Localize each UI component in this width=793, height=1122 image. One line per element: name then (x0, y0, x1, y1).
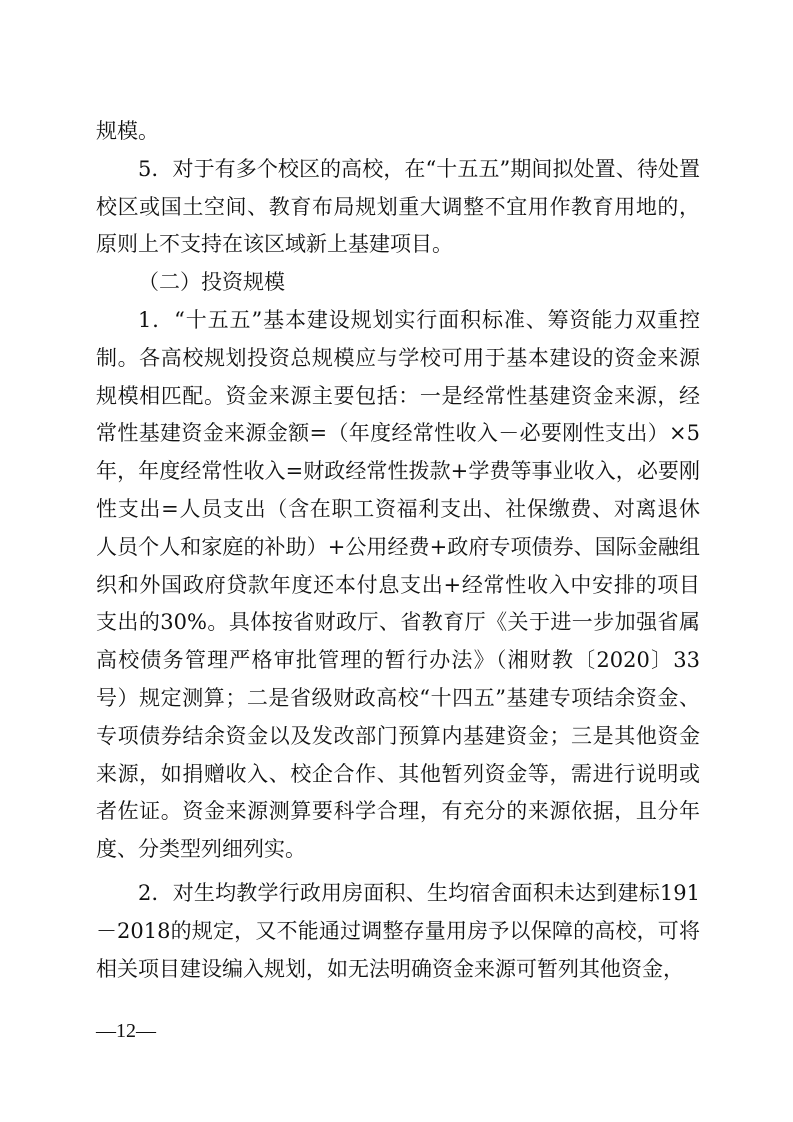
paragraph-item-1: 1．“十五五”基本建设规划实行面积标准、筹资能力双重控制。各高校规划投资总规模应与学校可用于基本建设的资金来源规模相匹配。资金来源主要包括：一是经常性基建资金来源，经常性基建资金来源金额=（年度经常性收入－必要刚性支出）×5年，年度经常性收入=财政经常性拨款+学费等事业收入，必要刚性支出=人员支出（含在职工资福利支出、社保缴费、对离退休人员个人和家庭的补助）+公用经费+政府专项债券、国际金融组织和外国政府贷款年度还本付息支出+经常性收入中安排的项目支出的30%。具体按省财政厅、省教育厅《关于进一步加强省属高校债务管理严格审批管理的暂行办法》（湘财教〔2020〕33号）规定测算；二是省级财政高校“十四五”基建专项结余资金、专项债券结余资金以及发改部门预算内基建资金；三是其他资金来源，如捐赠收入、校企合作、其他暂列资金等，需进行说明或者佐证。资金来源测算要科学合理，有充分的来源依据，且分年度、分类型列细列实。 (96, 307, 700, 862)
page-number: —12— (96, 1020, 156, 1042)
body-text (96, 113, 700, 988)
paragraph-item-2: 2．对生均教学行政用房面积、生均宿舍面积未达到建标191－2018的规定，又不能通过调整存量用房予以保障的高校，可将相关项目建设编入规划，如无法明确资金来源可暂列其他资金， (96, 880, 700, 981)
paragraph-continuation: 规模。 (96, 119, 159, 143)
section-heading-investment-scale: （二）投资规模 (138, 270, 285, 295)
paragraph-item-5: 5．对于有多个校区的高校，在“十五五”期间拟处置、待处置校区或国土空间、教育布局规划重大调整不宜用作教育用地的，原则上不支持在该区域新上基建项目。 (96, 156, 700, 257)
